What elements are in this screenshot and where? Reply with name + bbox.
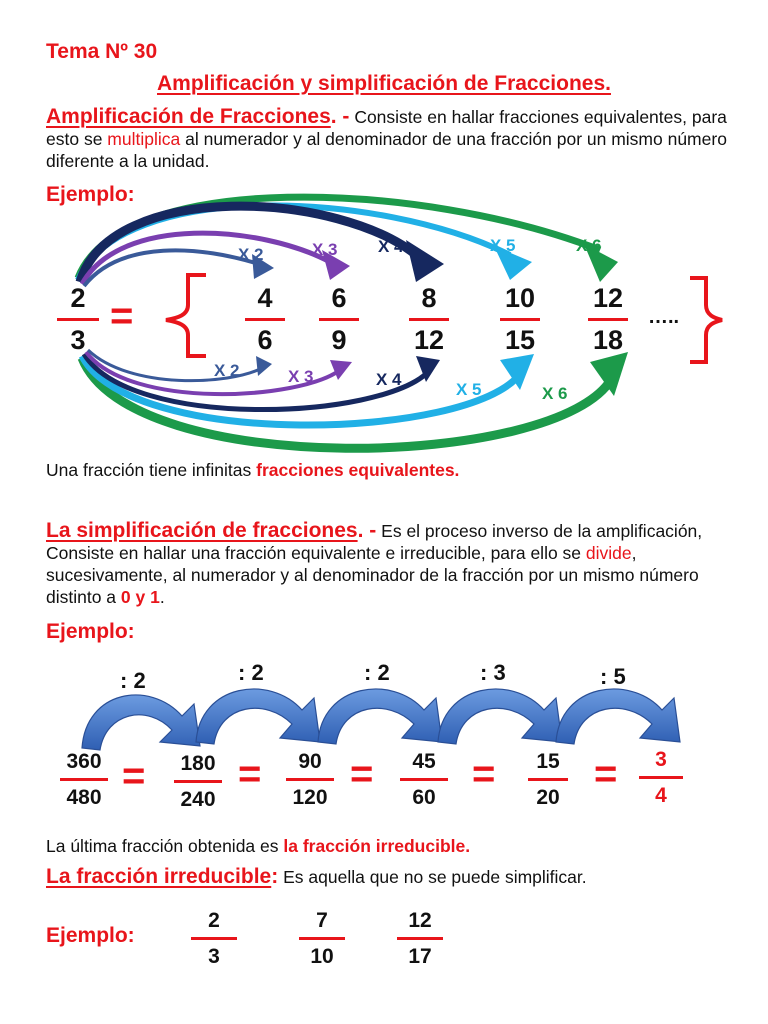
equals-sign: = bbox=[238, 752, 262, 796]
numerator: 45 bbox=[412, 750, 436, 773]
equals-sign: = bbox=[472, 752, 496, 796]
numerator: 360 bbox=[66, 750, 102, 773]
ejemplo-label-2: Ejemplo: bbox=[46, 620, 135, 643]
irreducible-example bbox=[298, 910, 346, 967]
bottom-label-x5: X 5 bbox=[456, 380, 482, 399]
chain-fraction bbox=[282, 751, 338, 808]
top-label-x3: X 3 bbox=[312, 240, 338, 259]
denominator: 4 bbox=[655, 784, 667, 807]
base-denominator: 3 bbox=[70, 325, 86, 355]
divisor-label: : 2 bbox=[120, 668, 146, 693]
divide-highlight: divide bbox=[585, 543, 632, 563]
numerator: 3 bbox=[655, 748, 667, 771]
divisor-label: : 3 bbox=[480, 660, 506, 685]
bottom-label-x4: X 4 bbox=[376, 370, 402, 389]
top-label-x2: X 2 bbox=[238, 245, 264, 264]
fraction-bar bbox=[60, 778, 108, 781]
denominator: 6 bbox=[257, 325, 273, 355]
denominator: 120 bbox=[292, 786, 328, 809]
simplificacion-text-2: , sucesivamente, al numerador y al denominador de la fracción por un mismo número distinto a bbox=[46, 543, 699, 607]
amplificacion-heading: Amplificación de Fracciones bbox=[46, 105, 331, 128]
amplificacion-separator: . - bbox=[330, 105, 350, 128]
curved-arrow-5 bbox=[556, 689, 680, 744]
bottom-label-x3: X 3 bbox=[288, 367, 314, 386]
denominator: 10 bbox=[310, 945, 334, 968]
numerator: 180 bbox=[180, 752, 216, 775]
chain-fraction bbox=[56, 751, 112, 808]
fraction-bar bbox=[639, 776, 683, 779]
fraction-bar bbox=[191, 937, 237, 940]
chain-fraction bbox=[170, 753, 226, 810]
ellipsis: ….. bbox=[648, 306, 680, 328]
note-highlight: la fracción irreducible. bbox=[283, 836, 471, 856]
irreducible-result bbox=[636, 749, 686, 806]
numerator: 7 bbox=[316, 909, 328, 932]
fraction-bar bbox=[286, 778, 334, 781]
numerator: 15 bbox=[536, 750, 560, 773]
simplificacion-separator: . - bbox=[357, 519, 377, 542]
curved-arrow-3 bbox=[318, 689, 442, 744]
ejemplo-label-3: Ejemplo: bbox=[46, 924, 135, 947]
note-highlight: fracciones equivalentes. bbox=[256, 460, 460, 480]
top-label-x4: X 4 bbox=[378, 237, 404, 256]
irreducible-heading: La fracción irreducible bbox=[46, 865, 272, 888]
multiplica-highlight: multiplica bbox=[107, 129, 181, 149]
simplificacion-text-3: . bbox=[159, 587, 165, 607]
numerator: 12 bbox=[592, 283, 624, 313]
numerator: 2 bbox=[208, 909, 220, 932]
amplificacion-text-2: al numerador y al denominador de una fracción por un mismo número diferente a la unidad. bbox=[46, 129, 727, 171]
denominator: 60 bbox=[412, 786, 436, 809]
ejemplo-label-1: Ejemplo: bbox=[46, 183, 135, 206]
zero-one-highlight: 0 y 1 bbox=[120, 587, 160, 607]
chain-fraction bbox=[520, 751, 576, 808]
irreducible-example bbox=[396, 910, 444, 967]
note-text: La última fracción obtenida es bbox=[46, 836, 284, 856]
curved-arrow-2 bbox=[196, 689, 320, 744]
denominator: 20 bbox=[536, 786, 560, 809]
base-numerator: 2 bbox=[70, 283, 86, 313]
denominator: 9 bbox=[331, 325, 347, 355]
fraction-bar bbox=[174, 780, 222, 783]
fraction-bar bbox=[400, 778, 448, 781]
divisor-label: : 5 bbox=[600, 664, 626, 689]
irreducible-definition bbox=[46, 866, 736, 888]
divisor-label: : 2 bbox=[364, 660, 390, 685]
irreducible-colon: : bbox=[271, 865, 279, 888]
amplificacion-text-1: Consiste en hallar fracciones equivalentes, para esto se bbox=[46, 107, 727, 149]
equals-sign: = bbox=[350, 752, 374, 796]
numerator: 6 bbox=[331, 283, 347, 313]
denominator: 3 bbox=[208, 945, 220, 968]
irreducible-note bbox=[46, 835, 470, 857]
equals-sign: = bbox=[594, 752, 618, 796]
numerator: 4 bbox=[257, 283, 273, 313]
note-text: Una fracción tiene infinitas bbox=[46, 460, 257, 480]
simplificacion-heading: La simplificación de fracciones bbox=[46, 519, 358, 542]
page-title: Amplificación y simplificación de Fracciones. bbox=[157, 72, 611, 95]
denominator: 15 bbox=[504, 325, 536, 355]
fraction-bar bbox=[528, 778, 568, 781]
curved-arrow-1 bbox=[82, 695, 200, 750]
irreducible-text: Es aquella que no se puede simplificar. bbox=[278, 867, 587, 887]
topic-number: Tema Nº 30 bbox=[46, 40, 158, 63]
simplificacion-text-1: Es el proceso inverso de la amplificación, Consiste en hallar una fracción equivalente e irreducible, para ello se bbox=[46, 521, 703, 563]
fraction-bar bbox=[397, 937, 443, 940]
denominator: 18 bbox=[592, 325, 624, 355]
irreducible-example bbox=[190, 910, 238, 967]
divisor-label: : 2 bbox=[238, 660, 264, 685]
denominator: 12 bbox=[413, 325, 445, 355]
equals-sign: = bbox=[122, 754, 146, 798]
numerator: 90 bbox=[298, 750, 322, 773]
top-label-x5: X 5 bbox=[490, 236, 516, 255]
numerator: 8 bbox=[421, 283, 437, 313]
denominator: 480 bbox=[66, 786, 102, 809]
numerator: 12 bbox=[408, 909, 432, 932]
equals-sign: = bbox=[110, 294, 134, 338]
top-label-x6: X 6 bbox=[576, 236, 602, 255]
denominator: 240 bbox=[180, 788, 216, 811]
bottom-label-x6: X 6 bbox=[542, 384, 568, 403]
chain-fraction bbox=[396, 751, 452, 808]
denominator: 17 bbox=[408, 945, 432, 968]
bottom-label-x2: X 2 bbox=[214, 361, 240, 380]
numerator: 10 bbox=[504, 283, 536, 313]
fraction-bar bbox=[299, 937, 345, 940]
curved-arrow-4 bbox=[438, 689, 562, 744]
